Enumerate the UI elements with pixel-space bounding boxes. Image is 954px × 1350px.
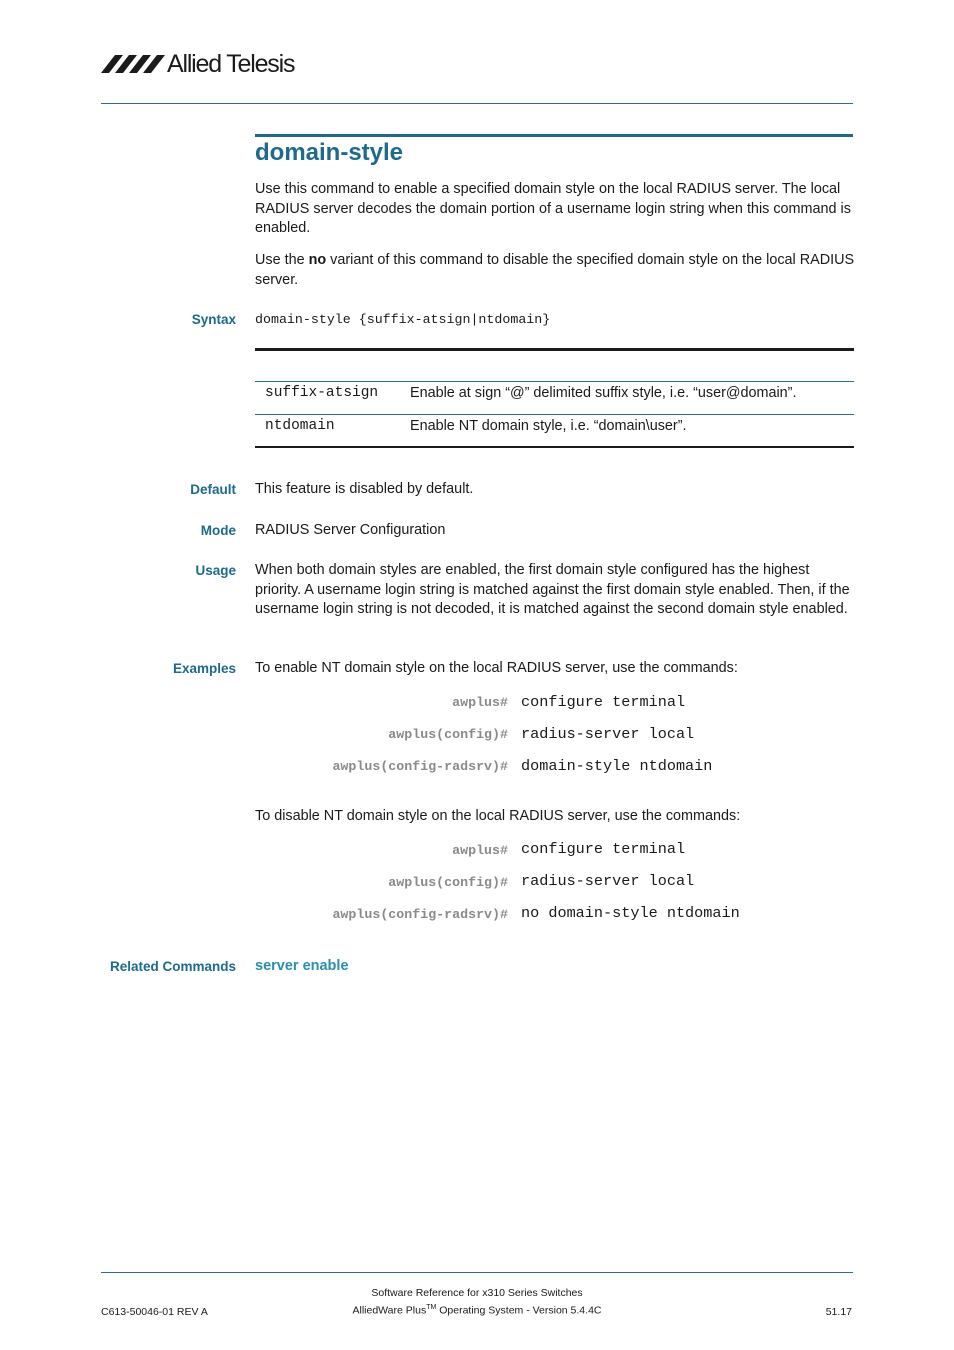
- mode-label: Mode: [200, 523, 236, 538]
- cli-prompt: awplus(config-radsrv)#: [332, 759, 508, 774]
- header-rule: [101, 103, 853, 104]
- allied-telesis-logo-icon: [101, 54, 165, 74]
- logo-text: Allied Telesis: [167, 50, 295, 78]
- param-desc: Enable NT domain style, i.e. “domain\user”.: [410, 418, 687, 434]
- cli-command: domain-style ntdomain: [521, 757, 713, 775]
- description-paragraph-1: Use this command to enable a specified domain style on the local RADIUS server. The local RADIUS server decodes the domain portion of a username login string when this command is enabled.: [255, 181, 851, 236]
- usage-text: When both domain styles are enabled, the first domain style configured has the highest priority. A username login string is matched against the first domain style enabled. Then, if the username login string is not decoded, it is matched against the second domain style enabled.: [255, 562, 850, 617]
- table-row-line: [255, 414, 854, 415]
- mode-text: RADIUS Server Configuration: [255, 522, 446, 538]
- table-header-line: [255, 381, 854, 382]
- title-rule: [255, 134, 853, 137]
- footer-os-version: AlliedWare Plus™ Operating System - Version 5.4.4C: [352, 1304, 602, 1317]
- cli-prompt: awplus(config-radsrv)#: [332, 907, 508, 922]
- default-text: This feature is disabled by default.: [255, 481, 474, 497]
- syntax-text: domain-style {suffix-atsign|ntdomain}: [255, 312, 551, 327]
- related-commands-label: Related Commands: [109, 959, 236, 974]
- param-name: ntdomain: [265, 418, 335, 434]
- usage-label: Usage: [195, 563, 236, 578]
- syntax-label: Syntax: [191, 312, 236, 327]
- footer-rule: [101, 1272, 853, 1273]
- no-keyword: no: [308, 252, 327, 268]
- cli-command: radius-server local: [521, 872, 695, 890]
- cli-command: radius-server local: [521, 725, 695, 743]
- cli-prompt: awplus(config)#: [388, 875, 508, 890]
- company-logo: [101, 50, 301, 80]
- examples-label: Examples: [172, 661, 236, 676]
- table-bottom-rule: [255, 446, 854, 448]
- param-name: suffix-atsign: [265, 385, 379, 401]
- example-intro: To enable NT domain style on the local RADIUS server, use the commands:: [255, 660, 738, 676]
- footer-page-number: 51.17: [825, 1306, 852, 1318]
- cli-command: configure terminal: [521, 693, 686, 711]
- default-label: Default: [190, 482, 236, 497]
- page-title: domain-style: [255, 139, 404, 166]
- param-desc: Enable at sign “@” delimited suffix style, i.e. “user@domain”.: [410, 385, 797, 401]
- cli-prompt: awplus(config)#: [388, 727, 508, 742]
- cli-prompt: awplus#: [452, 843, 508, 858]
- related-command-link[interactable]: server enable: [255, 958, 349, 974]
- table-top-rule: [255, 348, 854, 351]
- cli-command: configure terminal: [521, 840, 686, 858]
- example-intro: To disable NT domain style on the local RADIUS server, use the commands:: [255, 808, 741, 824]
- cli-prompt: awplus#: [452, 695, 508, 710]
- footer-doc-id: C613-50046-01 REV A: [101, 1306, 208, 1318]
- footer-title: Software Reference for x310 Series Switches: [371, 1287, 583, 1299]
- cli-command: no domain-style ntdomain: [521, 904, 740, 922]
- description-paragraph-2: Use the no variant of this command to disable the specified domain style on the local RADIUS server.: [255, 252, 855, 288]
- trademark-superscript: TM: [426, 1304, 437, 1311]
